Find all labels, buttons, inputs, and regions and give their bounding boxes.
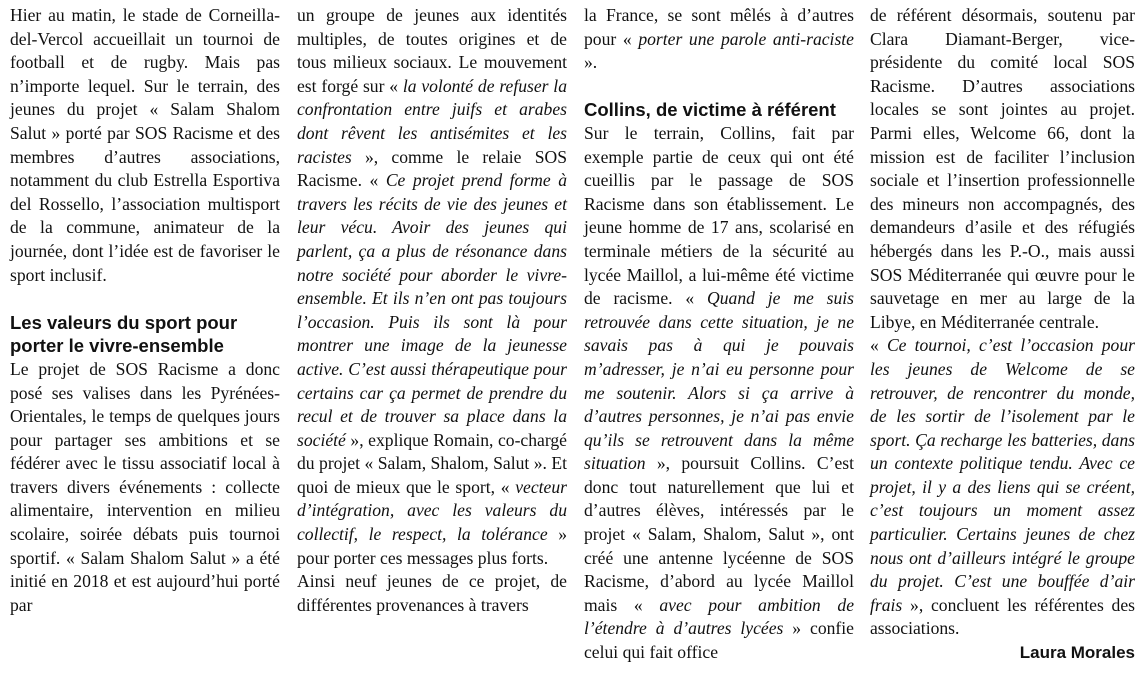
article-column-1 [10,4,280,617]
body-text: », concluent les référentes des associations. [870,594,1135,639]
body-text: ». [584,52,598,73]
quote-text: avec pour ambition de l’étendre à d’autres lycées [584,594,855,639]
body-text: » confie celui qui fait office [584,618,854,663]
body-text: Sur le terrain, Collins, fait par exemple partie de ceux qui ont été cueillis par le passage de SOS Racisme dans son établissement. Le jeune homme de 17 ans, scolarisé en terminale métiers de la sécurité au lycée Maillol, a lui-même été victime de racisme. « [584,122,854,309]
article-column-4 [870,4,1135,665]
body-paragraph: Le projet de SOS Racisme a donc posé ses valises dans les Pyrénées-Orientales, le temps de quelques jours pour partager ses ambitions et se fédérer avec le tissu associatif local à travers divers événements : collecte alimentaire, intervention en milieu scolaire, soirée débats puis tournoi sportif. « Salam Shalom Salut » a été initié en 2018 et est aujourd’hui porté par [10,358,280,615]
body-text: » pour porter ces messages plus forts. [297,524,568,568]
body-text: un groupe de jeunes aux identités multiples, de toutes origines et de tous milieux sociaux. Le mouvement est forgé sur « [297,5,567,96]
body-paragraph: de référent désormais, soutenu par Clara Diamant-Berger, vice-présidente du comité local SOS Racisme. D’autres associations locales se sont jointes au projet. Parmi elles, Welcome 66, dont la mission est de faciliter l’inclusion sociale et l’insertion professionnelle des mineurs non accompagnés, des demandeurs d’asile et des réfugiés hébergés dans les P.-O., mais aussi SOS Méditerranée qui œuvre pour le sauvetage en mer au large de la Libye, en Méditerranée centrale. [870,5,1135,332]
quote-text: Ce projet prend forme à travers les récits de vie des jeunes et leur vécu. Avoir des jeunes qui parlent, ça a plus de résonance dans notre société pour aborder le vivre-ensemble. Et ils n’en ont pas toujours l’occasion. Puis ils sont là pour montrer une image de la jeunesse active. C’est aussi thérapeutique pour certains car ça permet de prendre du recul et de trouver sa place dans la société [297,170,568,450]
body-paragraph [297,4,567,570]
quote-text: Quand je me suis retrouvée dans cette situation, je ne savais pas à qui je pouvais m’adresser, je n’ai eu personne pour me soutenir. Alors si ça arrive à d’autres personnes, je n’ai pas envie qu’ils se retrouvent dans la même situation [584,288,854,474]
section-heading-sport-values: Les valeurs du sport pour porter le vivre-ensemble [10,311,238,357]
body-text: », poursuit Collins. C’est donc tout naturellement que lui et d’autres élèves, intéressés par le projet « Salam, Shalom, Salut », ont créé une antenne lycéenne de SOS Racisme, d’abord au lycée Maillol mais « [584,453,854,615]
body-text: « [870,335,887,356]
quote-text: la volonté de refuser la confrontation entre juifs et arabes dont rêvent les antisémites et les racistes [297,75,567,167]
body-paragraph [584,122,854,665]
quote-text: Ce tournoi, c’est l’occasion pour les jeunes de Welcome de se retrouver, de rencontrer du monde, de les sortir de l’isolement par le sport. Ça recharge les batteries, dans un contexte politique tendu. Avec ce projet, il y a des liens qui se créent, c’est toujours un moment assez particulier. Certains jeunes de chez nous ont d’ailleurs intégré le groupe du projet. C’est une bouffée d’air frais [870,335,1135,615]
body-text: la France, se sont mêlés à d’autres pour « [584,5,854,49]
body-text: », explique Romain, co-chargé du projet « Salam, Shalom, Salut ». Et quoi de mieux que le sport, « [297,429,567,497]
body-paragraph: Ainsi neuf jeunes de ce projet, de différentes provenances à travers [297,571,567,615]
author-signature: Laura Morales [1019,643,1135,663]
section-heading-collins: Collins, de victime à référent [584,99,836,121]
body-paragraph [870,334,1135,641]
article-column-3 [584,4,854,665]
article-column-2 [297,4,567,617]
quote-text: porter une parole anti-raciste [638,28,854,49]
body-paragraph [584,4,854,75]
body-text: », comme le relaie SOS Racisme. « [297,146,567,191]
intro-paragraph: Hier au matin, le stade de Corneilla-del-Vercol accueillait un tournoi de football et de rugby. Mais pas n’importe lequel. Sur le terrain, des jeunes du projet « Salam Shalom Salut » porté par SOS Racisme et des membres d’autres associations, notamment du club Estrella Esportiva del Rossello, l’association multisport de la commune, animateur de la journée, dont l’idée est de favoriser le sport inclusif. [10,5,280,285]
quote-text: vecteur d’intégration, avec les valeurs du collectif, le respect, la tolérance [297,476,567,545]
